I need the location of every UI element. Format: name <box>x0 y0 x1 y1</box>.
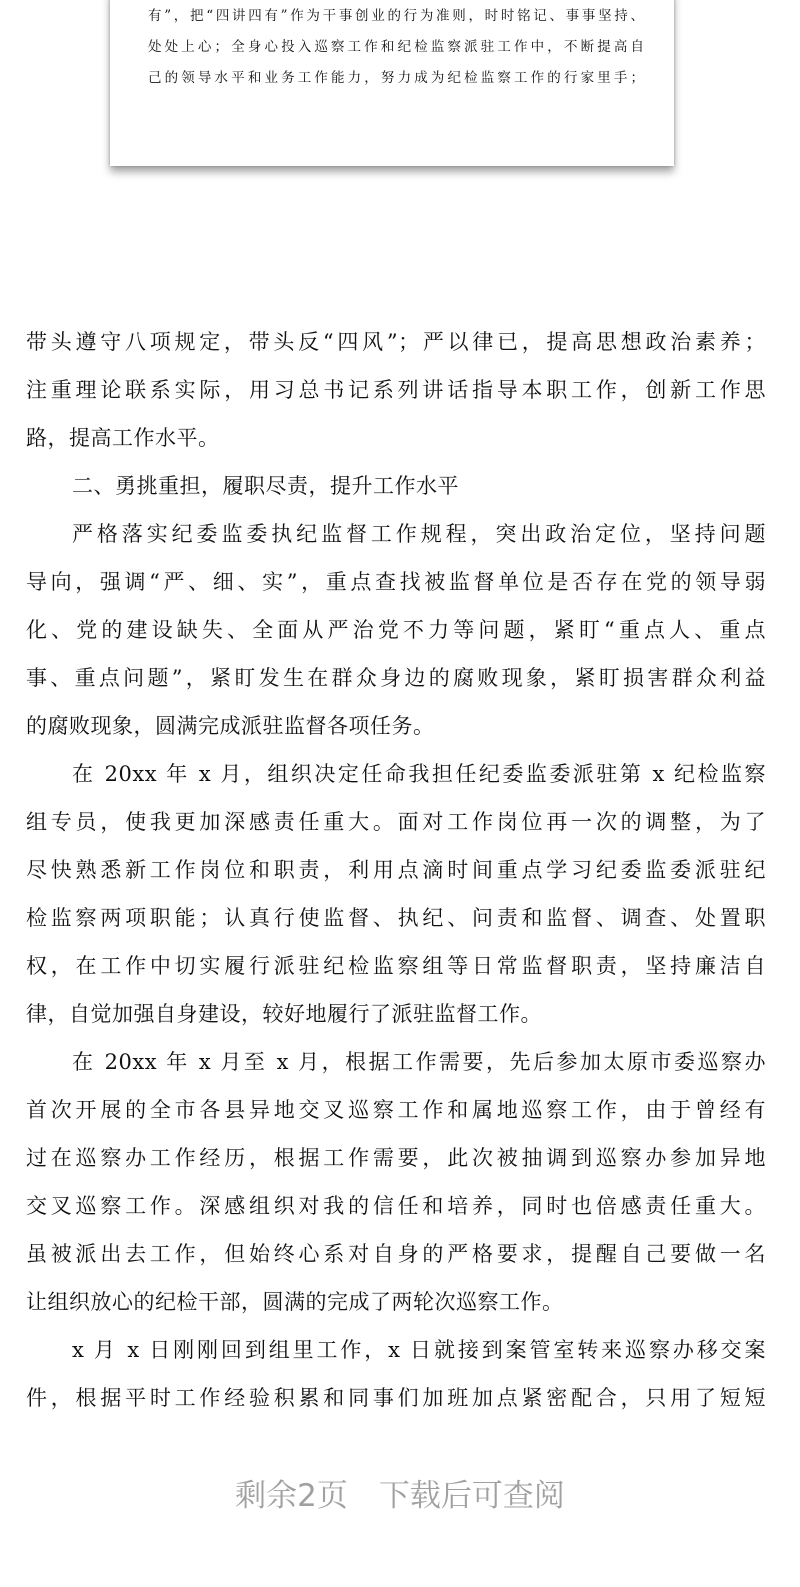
text-line: 化、党的建设缺失、全面从严治党不力等问题，紧盯“重点人、重点 <box>26 618 766 642</box>
text-line: 尽快熟悉新工作岗位和职责，利用点滴时间重点学习纪委监委派驻纪 <box>26 858 766 882</box>
preview-line: 有”，把“四讲四有”作为干事创业的行为准则，时时铭记、事事坚持、 <box>148 8 644 24</box>
text-line: 虽被派出去工作，但始终心系对自身的严格要求，提醒自己要做一名 <box>26 1242 766 1266</box>
document-preview-card <box>110 0 674 166</box>
text-line: 检监察两项职能；认真行使监督、执纪、问责和监督、调查、处置职 <box>26 906 766 930</box>
preview-line: 己的领导水平和业务工作能力，努力成为纪检监察工作的行家里手； <box>148 70 644 86</box>
text-line: 在 20xx 年 x 月至 x 月，根据工作需要，先后参加太原市委巡察办 <box>72 1050 766 1074</box>
text-line: 注重理论联系实际，用习总书记系列讲话指导本职工作，创新工作思 <box>26 378 766 402</box>
text-line: 律，自觉加强自身建设，较好地履行了派驻监督工作。 <box>26 1002 542 1026</box>
text-line: 的腐败现象，圆满完成派驻监督各项任务。 <box>26 714 435 738</box>
text-line: 权，在工作中切实履行派驻纪检监察组等日常监督职责，坚持廉洁自 <box>26 954 766 978</box>
text-line: 在 20xx 年 x 月，组织决定任命我担任纪委监委派驻第 x 纪检监察 <box>72 762 766 786</box>
text-line: 件，根据平时工作经验积累和同事们加班加点紧密配合，只用了短短 <box>26 1386 766 1410</box>
text-line: 带头遵守八项规定，带头反“四风”；严以律已，提高思想政治素养； <box>26 330 766 354</box>
text-line: 组专员，使我更加深感责任重大。面对工作岗位再一次的调整，为了 <box>26 810 766 834</box>
text-line: 严格落实纪委监委执纪监督工作规程，突出政治定位，坚持问题 <box>72 522 766 546</box>
text-line: 事、重点问题”，紧盯发生在群众身边的腐败现象，紧盯损害群众利益 <box>26 666 766 690</box>
text-line: 交叉巡察工作。深感组织对我的信任和培养，同时也倍感责任重大。 <box>26 1194 766 1218</box>
text-line: x 月 x 日刚刚回到组里工作，x 日就接到案管室转来巡察办移交案 <box>72 1338 766 1362</box>
text-line: 路，提高工作水平。 <box>26 426 220 450</box>
preview-line: 处处上心；全身心投入巡察工作和纪检监察派驻工作中，不断提高自 <box>148 39 644 55</box>
document-body <box>26 322 766 1426</box>
text-line: 过在巡察办工作经历，根据工作需要，此次被抽调到巡察办参加异地 <box>26 1146 766 1170</box>
text-line: 导向，强调“严、细、实”，重点查找被监督单位是否存在党的领导弱 <box>26 570 766 594</box>
text-line: 让组织放心的纪检干部，圆满的完成了两轮次巡察工作。 <box>26 1290 564 1314</box>
section-heading: 二、勇挑重担，履职尽责，提升工作水平 <box>72 474 459 498</box>
remaining-pages-notice[interactable]: 剩余2页 下载后可查阅 <box>235 1478 565 1514</box>
text-line: 首次开展的全市各县异地交叉巡察工作和属地巡察工作，由于曾经有 <box>26 1098 766 1122</box>
